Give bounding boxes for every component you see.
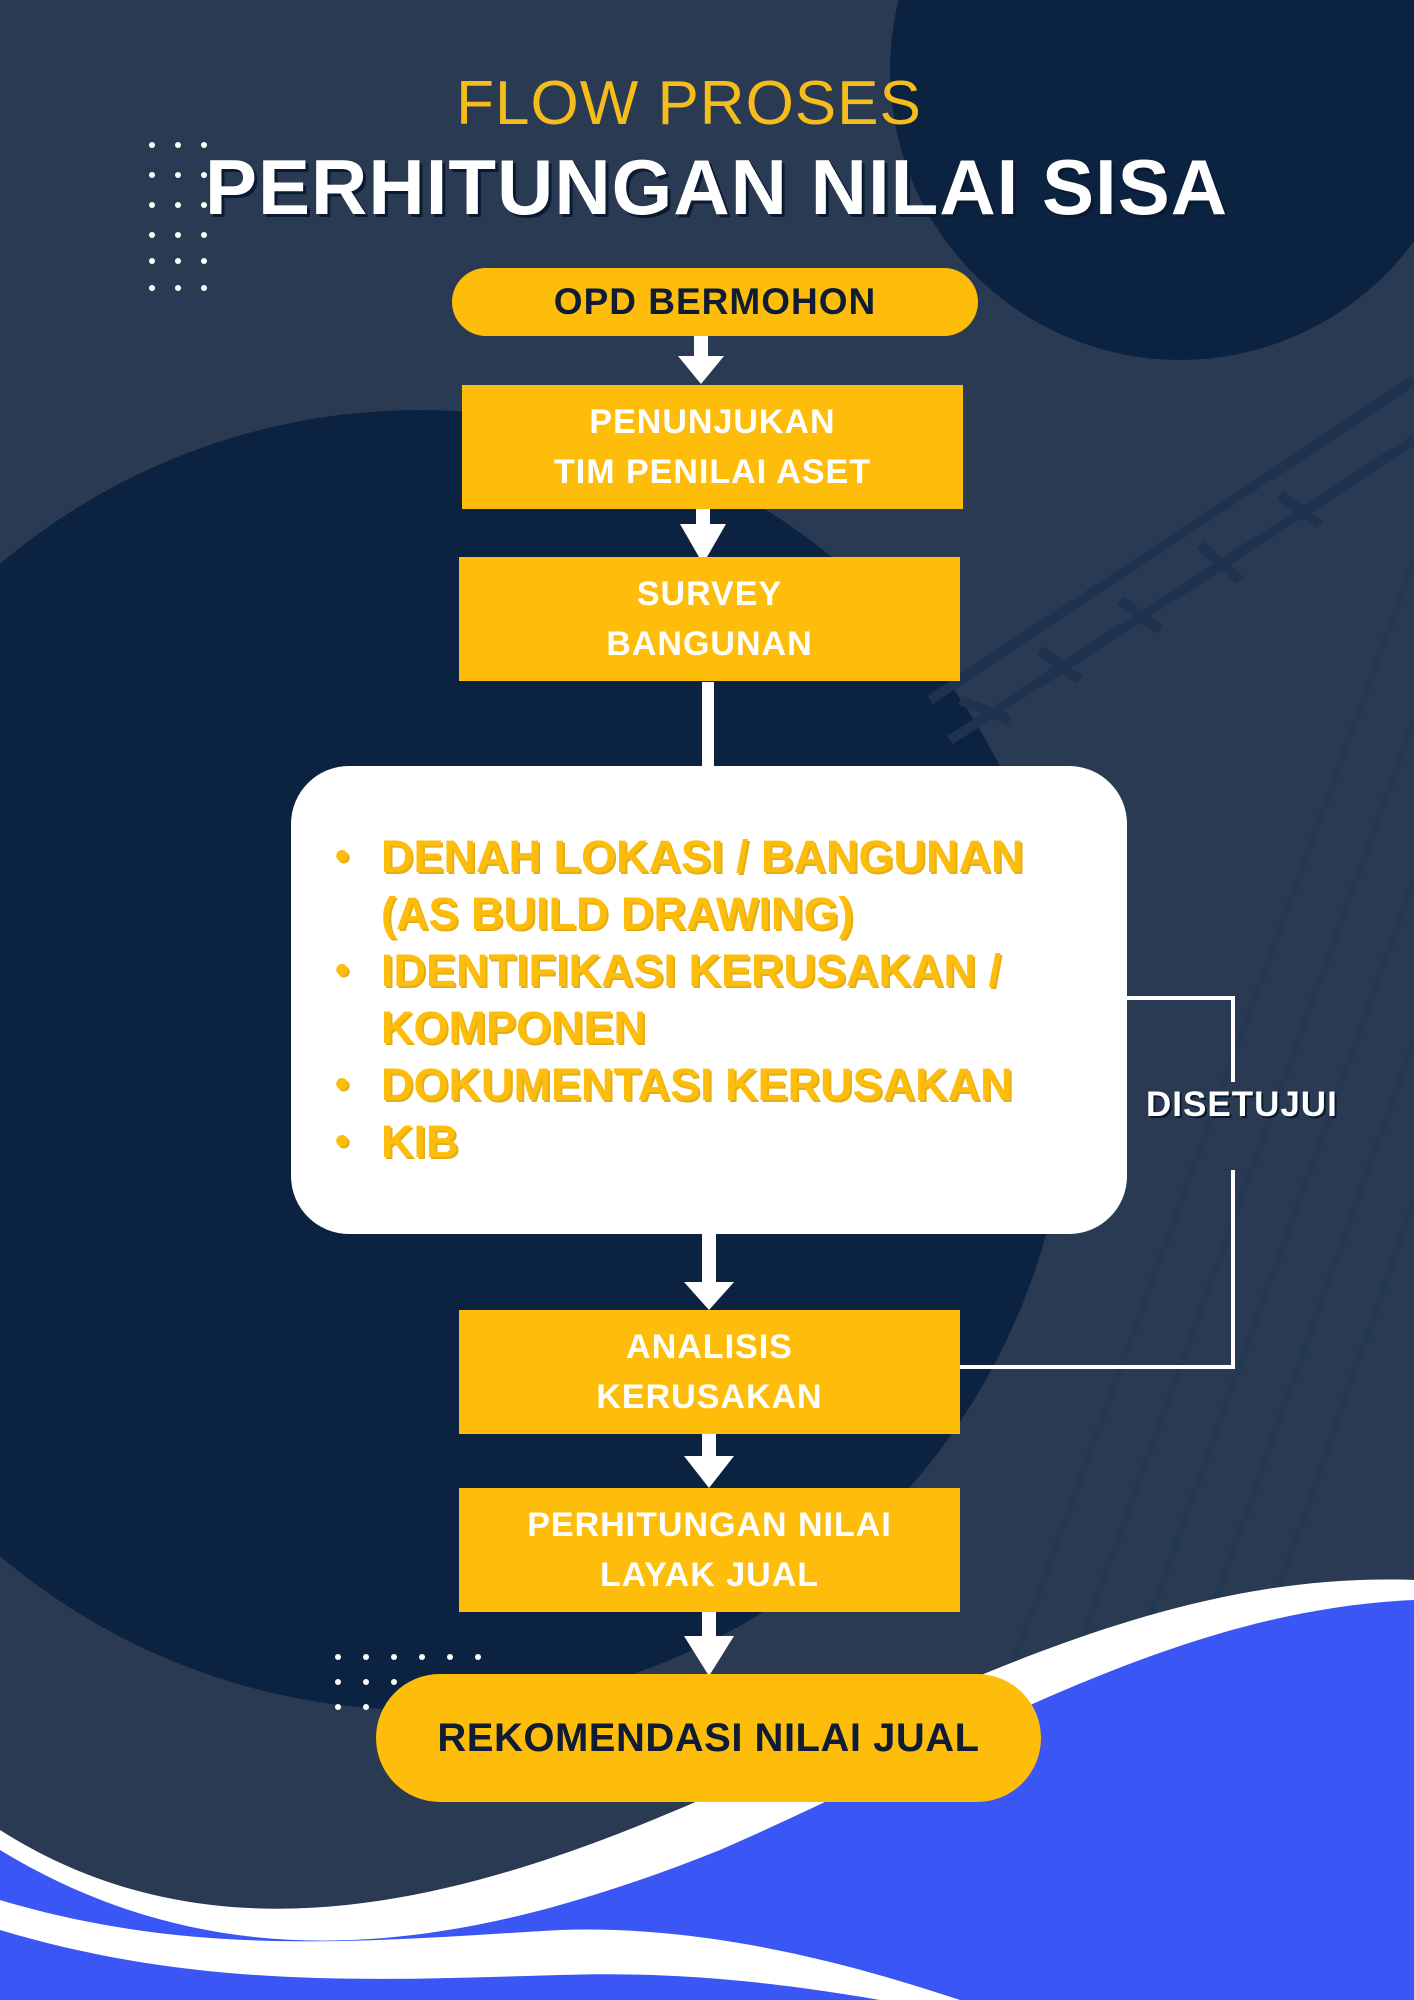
- checklist-item: • DOKUMENTASI KERUSAKAN: [335, 1056, 1095, 1113]
- start-node: OPD BERMOHON: [452, 268, 978, 336]
- step-appoint-team: PENUNJUKAN TIM PENILAI ASET: [462, 385, 963, 509]
- step-saleable-value: PERHITUNGAN NILAI LAYAK JUAL: [459, 1488, 960, 1612]
- checklist-item: • KIB: [335, 1113, 1095, 1170]
- subtitle: FLOW PROSES: [456, 69, 922, 138]
- end-node: REKOMENDASI NILAI JUAL: [376, 1674, 1041, 1802]
- checklist-card: [291, 766, 1127, 1234]
- approved-label: DISETUJUI: [1146, 1085, 1338, 1124]
- step-damage-analysis: ANALISIS KERUSAKAN: [459, 1310, 960, 1434]
- checklist-item: • DENAH LOKASI / BANGUNAN (AS BUILD DRAWING): [335, 828, 1095, 942]
- checklist-item: • IDENTIFIKASI KERUSAKAN / KOMPONEN: [335, 942, 1095, 1056]
- checklist: [335, 828, 1095, 1170]
- step-building-survey: SURVEY BANGUNAN: [459, 557, 960, 681]
- page-title: PERHITUNGAN NILAI SISA: [205, 143, 1229, 231]
